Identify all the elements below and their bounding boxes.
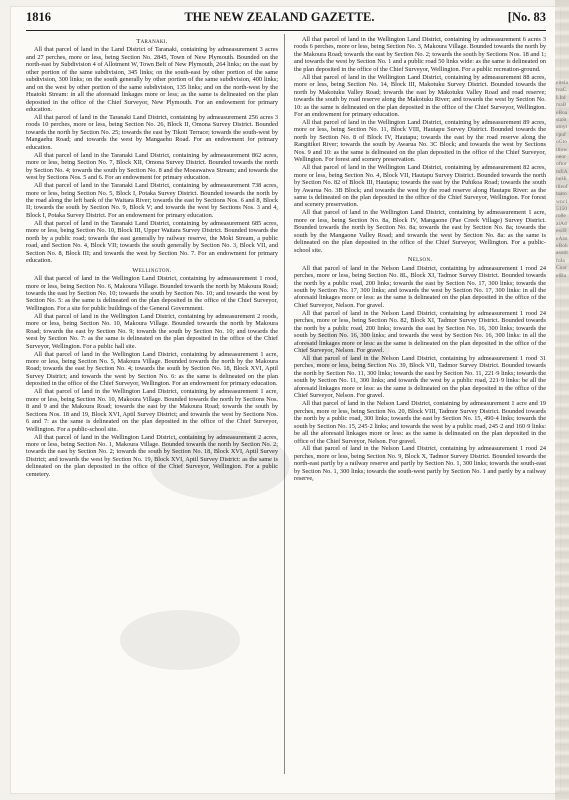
notice-paragraph: All that parcel of land in the Nelson Land District, containing by admeasurement 1 acre and 19 perches, more or less, being Section No. 20, Block VIII, Tadmor Survey District. Bounded towards the north by a public road, 300 links; towards the east by Section No. 15, 490·4 links; towards the south by Section No. 15, 245·2 links; and towards the west by a public road, 245·2 and 160·9 links: be all the aforesaid linkages more or less: as the same is delineated on the plan deposited in the office of the Chief Surveyor, Nelson. For gravel.	[294, 400, 546, 445]
notice-paragraph: All that parcel of land in the Taranaki Land District, containing by admeasurement 738 acres, more or less, being Section No. 5, Block I, Potaka Survey District. Bounded towards the north by the road along the left bank of the Waitara River; towards the east by Sections Nos. 6 and 8, Block II; towards the south by Section No. 9, Block V; and towards the west by Sections Nos. 3 and 4, Block I, Potaka Survey District. For an endowment for primary education.	[26, 182, 278, 219]
notice-paragraph: All that parcel of land in the Wellington Land District, containing by admeasurement 2 roods, more or less, being Section No. 10, Makoura Village. Bounded towards the north by Makoura Road; towards the east by Section No. 9; towards the south by Section No. 10; and towards the west by Section No. 7: as the same is delineated on the plan deposited in the office of the Chief Surveyor, Wellington. For a public hall site.	[26, 312, 278, 350]
issue-number: [No. 83	[507, 10, 546, 24]
notice-paragraph: All that parcel of land in the Wellington Land District, containing by admeasurement 2 acres, more or less, being Section No. 1, Makoura Village. Bounded towards the north by Section No. 2; towards the east by Section No. 2; towards the south by Section No. 18, Block XVI, Aptil Survey District; and towards the west by Section No. 19, Block XVI, Aptil Survey District: as the same is delineated on the plan deposited in the office of the Chief Surveyor, Wellington. For a public cemetery.	[26, 433, 278, 478]
header-rule	[26, 30, 546, 31]
right-column	[294, 36, 546, 483]
notice-paragraph: All that parcel of land in the Wellington Land District, containing by admeasurement 1 rood, more or less, being Section No. 6, Makoura Village. Bounded towards the north by Makoura Road; towards the east by Section No. 10; towards the south by Section No. 10; and towards the west by Section No. 5: as the same is delineated on the plan deposited in the office of the Chief Surveyor, Wellington. For a site for public buildings of the General Government.	[26, 275, 278, 312]
column-separator	[284, 34, 285, 774]
page-header	[26, 10, 546, 28]
notice-paragraph: All that parcel of land in the Nelson Land District, containing by admeasurement 1 rood 24 perches, more or less, being Section No. 9, Block X, Tadmor Survey District. Bounded towards the north-east partly by a railway reserve and partly by Section No. 1, 300 links; towards the south-east by Section No. 1, 300 links; towards the south-west partly by Section No. 1 and partly by a railway reserve,	[294, 445, 546, 483]
section-heading: Nelson.	[407, 256, 433, 264]
notice-paragraph: All that parcel of land in the Wellington Land District, containing by admeasurement 1 acre, more or less, being Section No. 5, Makoura Village. Bounded towards the north by the Makoura Road; towards the east by Section No. 4; towards the south by Section No. 18, Block XVI, Aptil Survey District; and towards the west by Section No. 6: as the same is delineated on the plan deposited in the office of the Chief Surveyor, Wellington. For an endowment for primary education.	[26, 350, 278, 388]
page-number: 1816	[26, 10, 51, 24]
notice-paragraph: All that parcel of land in the Nelson Land District, containing by admeasurement 1 rood 24 perches, more or less, being Section No. 8L, Block XI, Tadmor Survey District. Bounded towards the north by a public road, 200 links; towards the east by Section No. 17, 300 links; towards the south by Section No. 17, 300 links; and towards the west by Section No. 17, 300 links: in all the aforesaid linkages more or less: as the same is delineated on the plan deposited in the office of the Chief Surveyor, Nelson. For gravel.	[294, 264, 546, 309]
notice-paragraph: All that parcel of land in the Wellington Land District, containing by admeasurement 1 acre, more or less, being Section No. 10, Makoura Village. Bounded towards the north by Sections Nos. 8 and 9 and the Makoura Road; towards the east by the Makoura Road; towards the south by Sections Nos. 18 and 19, Block XVI, Aptil Survey District; and towards the west by Sections Nos. 6 and 7: as the same is delineated on the plan deposited in the office of the Chief Surveyor, Wellington. For a public-school site.	[26, 388, 278, 433]
section-heading: Wellington.	[132, 266, 172, 274]
notice-paragraph: All that parcel of land in the Land District of Taranaki, containing by admeasurement 3 acres and 27 perches, more or less, being Section No. 2845, Town of New Plymouth. Bounded on the north-east by Subdivision 4 of Allotment W, Town Belt of New Plymouth, 264 links; on the east by other portion of the same subdivision, 345 links; on the south-east by other portion of the same subdivision, 300 links; on the south generally by other portion of the same subdivision, 400 links; and on the west by other portion of the same subdivision, 135 links; and on the north-west by the Huatoki Stream: in all the aforesaid linkages more or less; as the same is delineated on the plan deposited in the office of the Chief Surveyor, New Plymouth. For an endowment for primary education.	[26, 46, 278, 114]
notice-paragraph: All that parcel of land in the Wellington Land District, containing by admeasurement 1 acre, more or less, being Section No. 8a, Block IV, Mangaone (Pae Creek Village) Survey District. Bounded towards the north by Section No. 8a; towards the east by Section No. 8a; towards the south by the Mangaone Valley Road; and towards the west by Section No. 8a: as the same is delineated on the plan deposited in the office of the Chief Surveyor, Wellington. For a public-school site.	[294, 209, 546, 254]
notice-paragraph: All that parcel of land in the Wellington Land District, containing by admeasurement 89 acres, more or less, being Section No. 11, Block VIII, Hautapu Survey District. Bounded towards the north by Section No. 8 of Block IV, Hautapu; towards the east by the road reserve along the Rangitikei River; towards the south by Awarua No. 3C Block; and towards the west by Sections Nos. 9 and 10: as the same is delineated on the plan deposited in the office of the Chief Surveyor, Wellington. For forest and scenery preservation.	[294, 118, 546, 164]
notice-paragraph: All that parcel of land in the Wellington Land District, containing by admeasurement 88 acres, more or less, being Section No. 14, Block III, Makotuku Survey District. Bounded towards the north by Makotuku Valley Road; towards the east by Makotuku Valley Road and road reserve; towards the south by road reserve along the Makotuku River; and towards the west by Section No. 10: as the same is delineated on the plan deposited in the office of the Chief Surveyor, Wellington. For an endowment for primary education.	[294, 73, 546, 119]
notice-paragraph: All that parcel of land in the Taranaki Land District, containing by admeasurement 256 acres 3 roods 10 perches, more or less, being Section No. 26, Block II, Omona Survey District. Bounded towards the north by Section No. 25; towards the east by Tikoti Terrace; towards the south-west by Mangaehu Road; and towards the west by Mangaehu Road. For an endowment for primary education.	[26, 114, 278, 151]
gazette-page	[10, 6, 561, 794]
notice-paragraph: All that parcel of land in the Taranaki Land District, containing by admeasurement 862 acres, more or less, being Section No. 7, Block XII, Omona Survey District. Bounded towards the north by Section No. 4; towards the south by Section No. 8 and the Moeawaiwa Stream; and towards the west by Sections Nos. 5 and 6. For an endowment for primary education.	[26, 151, 278, 182]
section-heading: Taranaki.	[136, 38, 168, 45]
scan-edge	[555, 0, 569, 800]
notice-paragraph: All that parcel of land in the Wellington Land District, containing by admeasurement 82 acres, more or less, being Section No. 4, Block VII, Hautapu Survey District. Bounded towards the north by Section No. 82 of Block III, Hautapu; towards the east by the Puhikoa Road; towards the south by Awarua No. 3B Block; and towards the west by the road reserve along Hautapu River: as the same is delineated on the plan deposited in the office of the Chief Surveyor, Wellington. For forest and scenery preservation.	[294, 164, 546, 209]
notice-paragraph: All that parcel of land in the Wellington Land District, containing by admeasurement 6 acres 3 roods 6 perches, more or less, being Section No. 3, Makoura Village. Bounded towards the north by the Makoura Road; towards the east by Section No. 2; towards the south by Sections Nos. 18 and 1; and towards the west by Section No. 1 and a public road 50 links wide: as the same is delineated on the plan deposited in the office of the Chief Surveyor, Wellington. For a public recreation-ground.	[294, 36, 546, 73]
notice-paragraph: All that parcel of land in the Nelson Land District, containing by admeasurement 1 rood 31 perches, more or less, being Section No. 39, Block VII, Tadmor Survey District. Bounded towards the north by Section No. 11, 300 links; towards the east by Section No. 11, 221·9 links; towards the south by Section No. 11, 300 links; and towards the west by a public road, 221·9 links: be all the aforesaid linkages more or less: as the same is delineated on the plan deposited in the office of the Chief Surveyor, Nelson. For gravel.	[294, 355, 546, 400]
gazette-title: THE NEW ZEALAND GAZETTE.	[184, 10, 375, 24]
bleed-text: eitelatvaCLItdmaBeBoaslaStatoytcpufoGtotltowoeoroftortnfiAbeHitlieoftaatownc15150ro8eaiAdescBeAlsteBohasotitfoIaCoarelBa	[556, 80, 568, 279]
notice-paragraph: All that parcel of land in the Nelson Land District, containing by admeasurement 1 rood 24 perches, more or less, being Section No. 82, Block XI, Tadmor Survey District. Bounded towards the north by a public road, 200 links; towards the east by Section No. 16, 300 links; towards the south by Section No. 16, 300 links; and towards the west by Section No. 16, 300 links: in all the aforesaid linkages more or less: as the same is delineated on the plan deposited in the office of the Chief Surveyor, Nelson. For gravel.	[294, 309, 546, 355]
left-column	[26, 36, 278, 479]
notice-paragraph: All that parcel of land in the Taranaki Land District, containing by admeasurement 685 acres, more or less, being Section No. 10, Block III, Upper Waitara Survey District. Bounded towards the north by a public road; towards the east generally by railway reserve, the Moki Stream, a public road, and Section No. 4, Block VII; towards the south generally by Section No. 3, Block VII, and Section No. 8, Block III; and towards the west by Section No. 7. For an endowment for primary education.	[26, 219, 278, 265]
